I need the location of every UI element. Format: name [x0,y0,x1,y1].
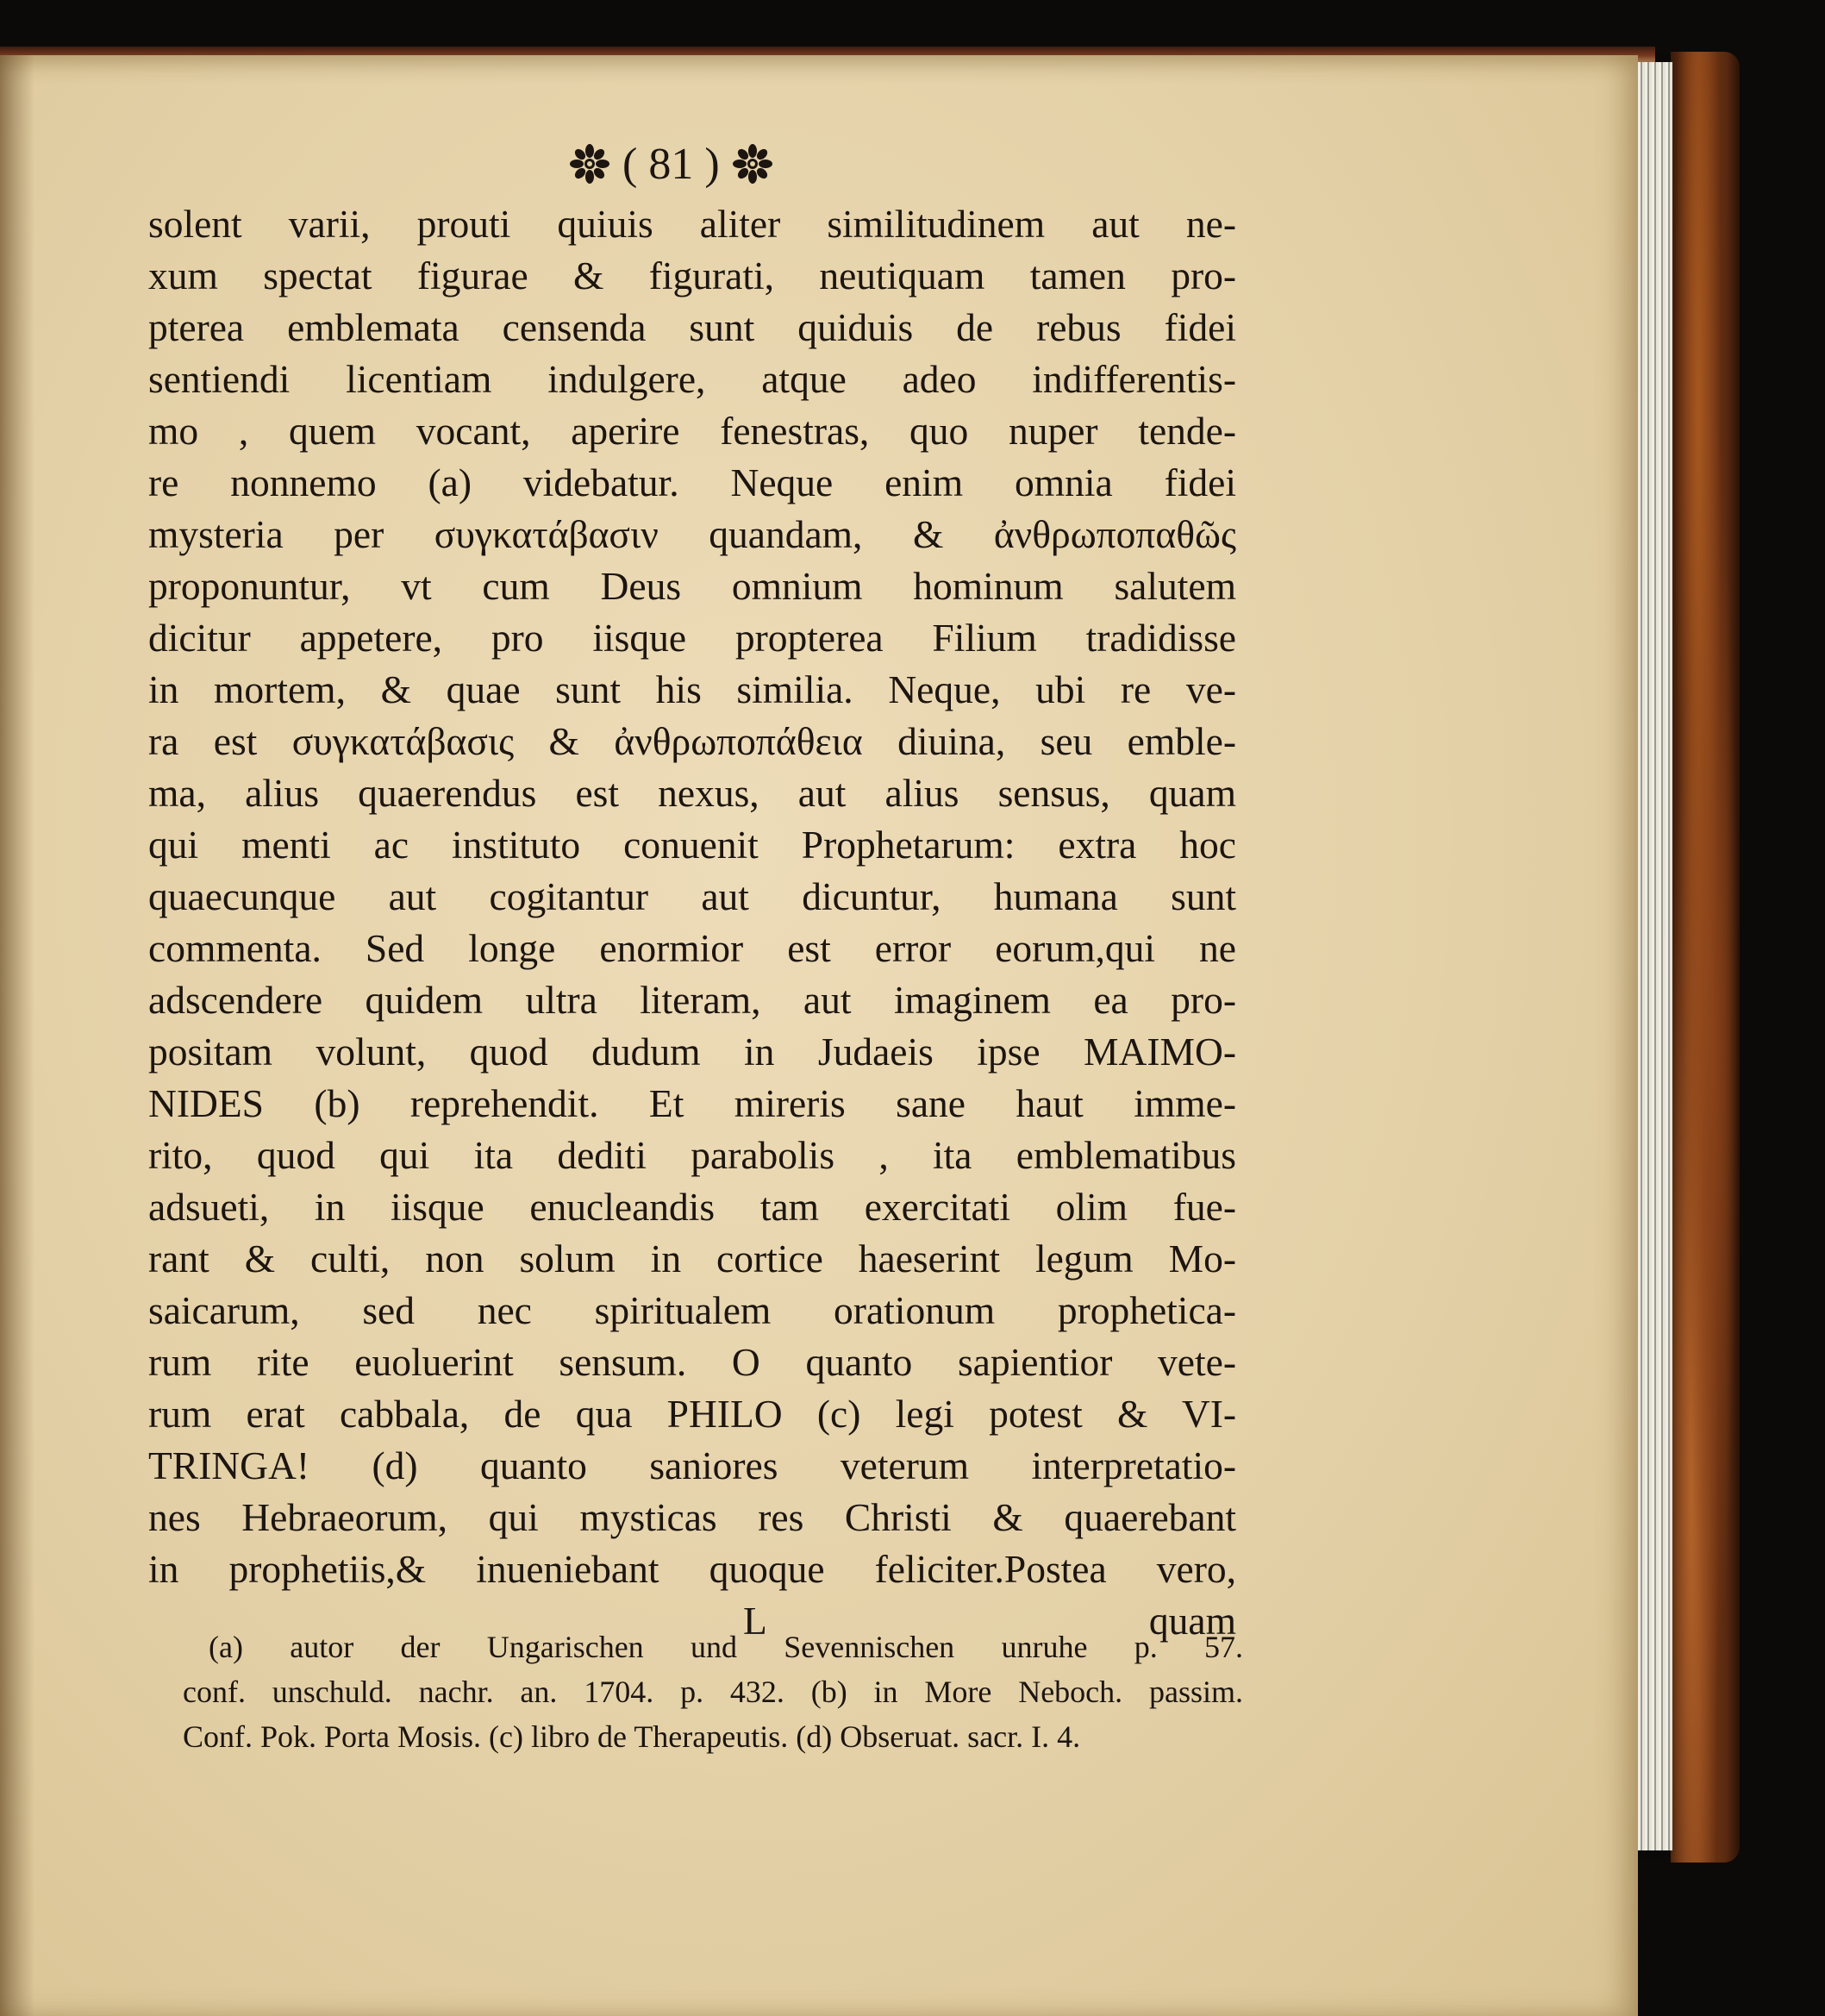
footnote-line: Conf. Pok. Porta Mosis. (c) libro de Therapeutis. (d) Obseruat. sacr. I. 4. [183,1719,1081,1754]
footnote-line: (a) autor der Ungarischen und Sevennischen unruhe p. 57. [209,1630,1243,1664]
text-line: adsueti, in iisque enucleandis tam exercitati olim fue- [148,1185,1236,1229]
flower-ornament-right-icon [732,143,773,185]
page-number: ( 81 ) [622,139,720,189]
gutter-shadow [0,55,34,2016]
text-line: re nonnemo (a) videbatur. Neque enim omnia fidei [148,460,1236,504]
text-line: rito, quod qui ita dediti parabolis , ita emblematibus [148,1133,1236,1177]
catchword: quam [1148,1599,1236,1643]
flower-ornament-left-icon [569,143,610,185]
page-edges [1638,62,1672,1850]
text-line: NIDES (b) reprehendit. Et mireris sane haut imme- [148,1081,1236,1125]
text-line: mo , quem vocant, aperire fenestras, quo nuper tende- [148,409,1236,453]
footnotes [183,1625,1243,1759]
text-line: rum rite euoluerint sensum. O quanto sapientior vete- [148,1340,1236,1384]
signature-mark: L [743,1599,767,1643]
text-line: saicarum, sed nec spiritualem orationum propheticа- [148,1288,1236,1332]
text-line: solent varii, prouti quiuis aliter similitudinem aut ne- [148,202,1236,246]
text-line: in mortem, & quae sunt his similia. Neque, ubi re ve- [148,667,1236,711]
text-line: sentiendi licentiam indulgere, atque adeo indifferentis- [148,357,1236,401]
text-line: ra est συγκατάβασις & ἀνθρωποπάθεια diuina, seu emble- [148,719,1236,763]
text-line: nes Hebraeorum, qui mysticas res Christi & quaerebant [148,1495,1236,1539]
body-text [148,198,1236,1647]
text-line: quaecunque aut cogitantur aut dicuntur, humana sunt [148,874,1236,918]
page-header-inner [569,129,773,198]
text-line: xum spectat figurae & figurati, neutiquam tamen pro- [148,254,1236,297]
text-line: mysteria per συγκατάβασιν quandam, & ἀνθρωποπαθῶς [148,512,1236,556]
text-line: qui menti ac instituto conuenit Prophetarum: extra hoc [148,823,1236,867]
text-line: commenta. Sed longe enormior est error eorum,qui ne [148,926,1236,970]
text-line: TRINGA! (d) quanto saniores veterum interpretatio- [148,1443,1236,1487]
text-line: positam volunt, quod dudum in Judaeis ipse MAIMO- [148,1030,1236,1074]
text-line: proponuntur, vt cum Deus omnium hominum salutem [148,564,1236,608]
text-line: adscendere quidem ultra literam, aut imaginem ea pro- [148,978,1236,1022]
text-line: ma, alius quaerendus est nexus, aut alius sensus, quam [148,771,1236,815]
text-line: in prophetiis,& inueniebant quoque feliciter.Postea vero, [148,1547,1236,1591]
text-line: pterea emblemata censenda sunt quiduis de rebus fidei [148,305,1236,349]
text-line: rum erat cabbala, de qua PHILO (c) legi potest & VI- [148,1392,1236,1436]
text-line: dicitur appetere, pro iisque propterea Filium tradidisse [148,616,1236,660]
book-cover-leather [1671,52,1740,1863]
footnote-line: conf. unschuld. nachr. an. 1704. p. 432. (b) in More Neboch. passim. [183,1675,1243,1709]
page-header [0,129,1638,198]
text-line: rant & culti, non solum in cortice haeserint legum Mo- [148,1237,1236,1280]
